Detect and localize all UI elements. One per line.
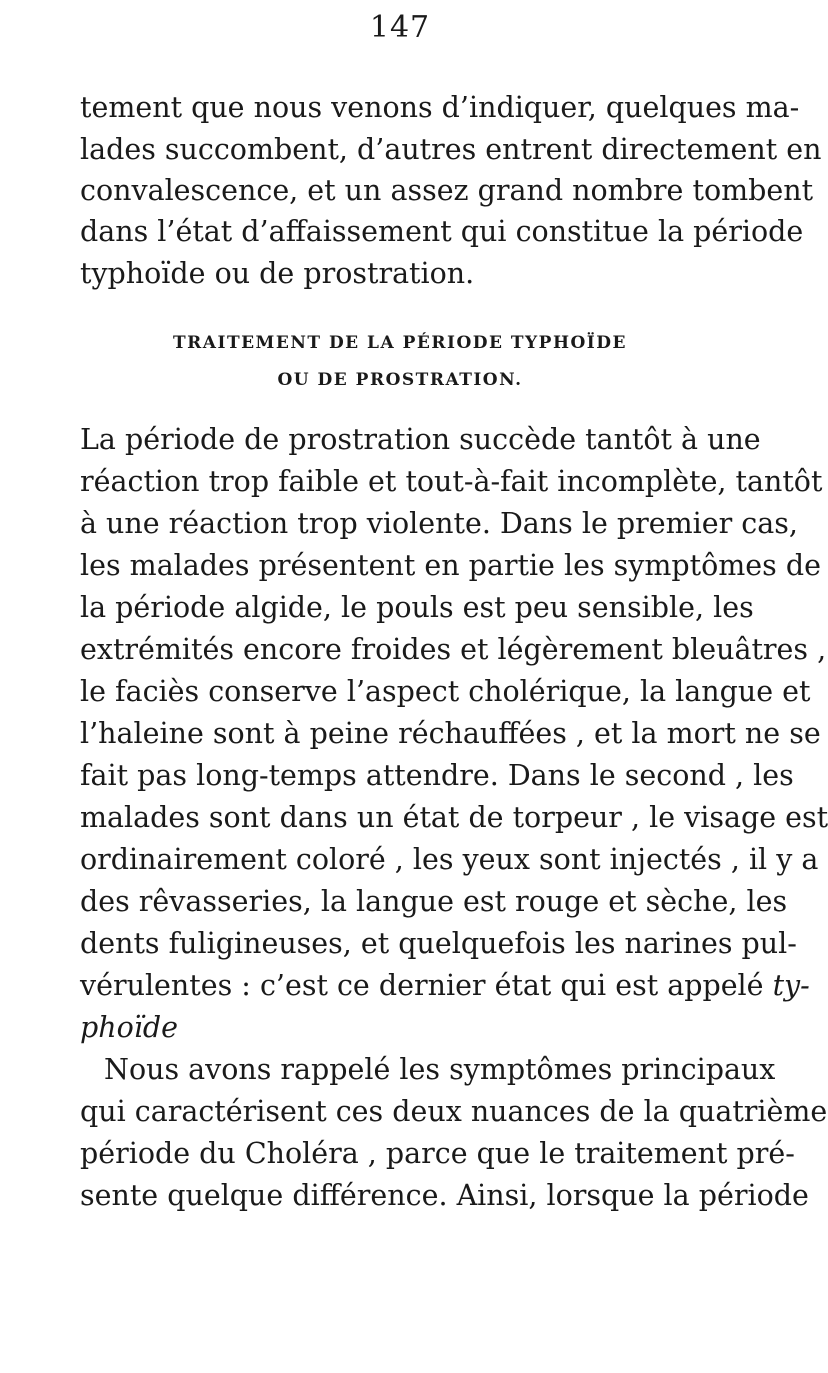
text-line: période du Choléra , parce que le traitement pré- <box>80 1137 795 1170</box>
text-line: la période algide, le pouls est peu sensible, les <box>80 591 754 624</box>
section-heading-subline: OU DE PROSTRATION. <box>277 370 523 390</box>
text-line: lades succombent, d’autres entrent directement en <box>80 133 822 166</box>
text-line: malades sont dans un état de torpeur , le visage est <box>80 801 828 834</box>
text-line: l’haleine sont à peine réchauffées , et la mort ne se <box>80 717 821 750</box>
text-line: tement que nous venons d’indiquer, quelques ma- <box>80 91 800 124</box>
text-line: dents fuligineuses, et quelquefois les narines pul- <box>80 927 797 960</box>
text-line: qui caractérisent ces deux nuances de la quatrième <box>80 1095 828 1128</box>
text-line: La période de prostration succède tantôt à une <box>80 423 761 456</box>
text-line: fait pas long-temps attendre. Dans le second , les <box>80 759 794 792</box>
text-line: les malades présentent en partie les symptômes de <box>80 549 821 582</box>
text-line: extrémités encore froides et légèrement bleuâtres , <box>80 633 827 666</box>
text-line: typhoïde ou de prostration. <box>80 257 475 290</box>
page-number: 147 <box>369 10 431 45</box>
text-line: Nous avons rappelé les symptômes principaux <box>104 1053 776 1086</box>
text-line: sente quelque différence. Ainsi, lorsque la période <box>80 1179 809 1212</box>
section-heading: TRAITEMENT DE LA PÉRIODE TYPHOÏDE <box>173 333 627 353</box>
text-line-segment: vérulentes : c’est ce dernier état qui est appelé <box>80 969 764 1002</box>
italic-word: ty- <box>772 969 810 1002</box>
italic-word: phoïde <box>80 1011 178 1044</box>
text-line <box>80 964 810 1008</box>
text-line: dans l’état d’affaissement qui constitue la période <box>80 215 804 248</box>
text-line: à une réaction trop violente. Dans le premier cas, <box>80 507 798 540</box>
text-line: le faciès conserve l’aspect cholérique, la langue et <box>80 675 811 708</box>
text-line: réaction trop faible et tout-à-fait incomplète, tantôt <box>80 465 823 498</box>
text-line: ordinairement coloré , les yeux sont injectés , il y a <box>80 843 819 876</box>
text-line: convalescence, et un assez grand nombre tombent <box>80 174 814 207</box>
text-line: des rêvasseries, la langue est rouge et sèche, les <box>80 885 788 918</box>
